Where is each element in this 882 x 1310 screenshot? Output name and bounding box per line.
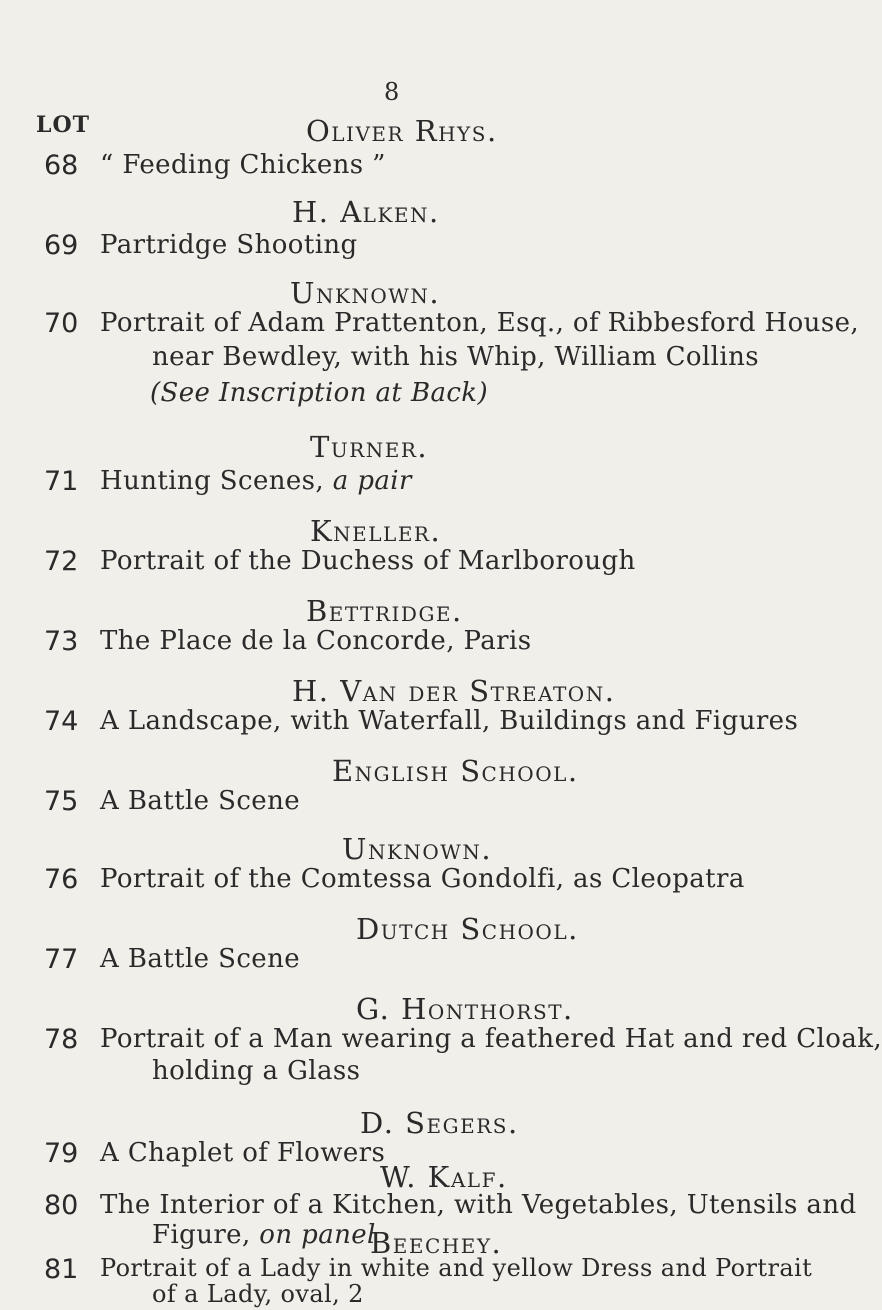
lot-number: 73: [44, 626, 79, 657]
lot-title: Portrait of the Duchess of Marlborough: [100, 546, 636, 576]
lot-title: A Chaplet of Flowers: [100, 1138, 386, 1168]
artist-name: G. Honthorst.: [356, 992, 574, 1026]
lot-title: “ Feeding Chickens ”: [100, 150, 386, 180]
lot-number: 70: [44, 308, 79, 339]
lot-number: 68: [44, 150, 79, 181]
lot-number: 78: [44, 1024, 79, 1055]
lot-title: Hunting Scenes, a pair: [100, 466, 412, 496]
artist-name: H. Alken.: [292, 195, 440, 229]
lot-number: 76: [44, 864, 79, 895]
lot-title-continued: holding a Glass: [152, 1056, 361, 1086]
lot-title: The Place de la Concorde, Paris: [100, 626, 532, 656]
lot-title: Portrait of a Lady in white and yellow Dress and Portrait: [100, 1254, 813, 1282]
lot-number: 74: [44, 706, 79, 737]
artist-name: Kneller.: [310, 514, 442, 548]
artist-name: H. Van der Streaton.: [292, 674, 616, 708]
lot-column-header: LOT: [36, 112, 91, 138]
lot-number: 80: [44, 1190, 79, 1221]
lot-number: 75: [44, 786, 79, 817]
lot-number: 77: [44, 944, 79, 975]
lot-number: 72: [44, 546, 79, 577]
lot-title: The Interior of a Kitchen, with Vegetables, Utensils and: [100, 1190, 857, 1220]
lot-number: 81: [44, 1254, 79, 1285]
lot-title-continued: near Bewdley, with his Whip, William Collins: [152, 342, 759, 372]
page-number: 8: [384, 78, 400, 106]
artist-name: Unknown.: [290, 276, 441, 310]
artist-name: D. Segers.: [360, 1106, 519, 1140]
lot-title-continued: Figure, on panel: [152, 1220, 376, 1250]
lot-number: 79: [44, 1138, 79, 1169]
artist-name: Turner.: [310, 430, 429, 464]
artist-name: Beechey.: [370, 1226, 503, 1260]
lot-title: Portrait of the Comtessa Gondolfi, as Cleopatra: [100, 864, 745, 894]
artist-name: Dutch School.: [356, 912, 579, 946]
artist-name: English School.: [332, 754, 579, 788]
lot-title-continued: of a Lady, oval, 2: [152, 1280, 364, 1308]
lot-title-note: (See Inscription at Back): [150, 378, 489, 408]
lot-title: Portrait of a Man wearing a feathered Hat and red Cloak,: [100, 1024, 882, 1054]
artist-name: Bettridge.: [306, 594, 463, 628]
lot-title: A Battle Scene: [100, 944, 301, 974]
artist-name: W. Kalf.: [380, 1160, 508, 1194]
lot-title: A Landscape, with Waterfall, Buildings and Figures: [100, 706, 799, 736]
lot-number: 71: [44, 466, 79, 497]
artist-name: Unknown.: [342, 832, 493, 866]
lot-title: A Battle Scene: [100, 786, 301, 816]
lot-title: Partridge Shooting: [100, 230, 358, 260]
lot-number: 69: [44, 230, 79, 261]
lot-title: Portrait of Adam Prattenton, Esq., of Ribbesford House,: [100, 308, 860, 338]
artist-name: Oliver Rhys.: [306, 114, 498, 148]
